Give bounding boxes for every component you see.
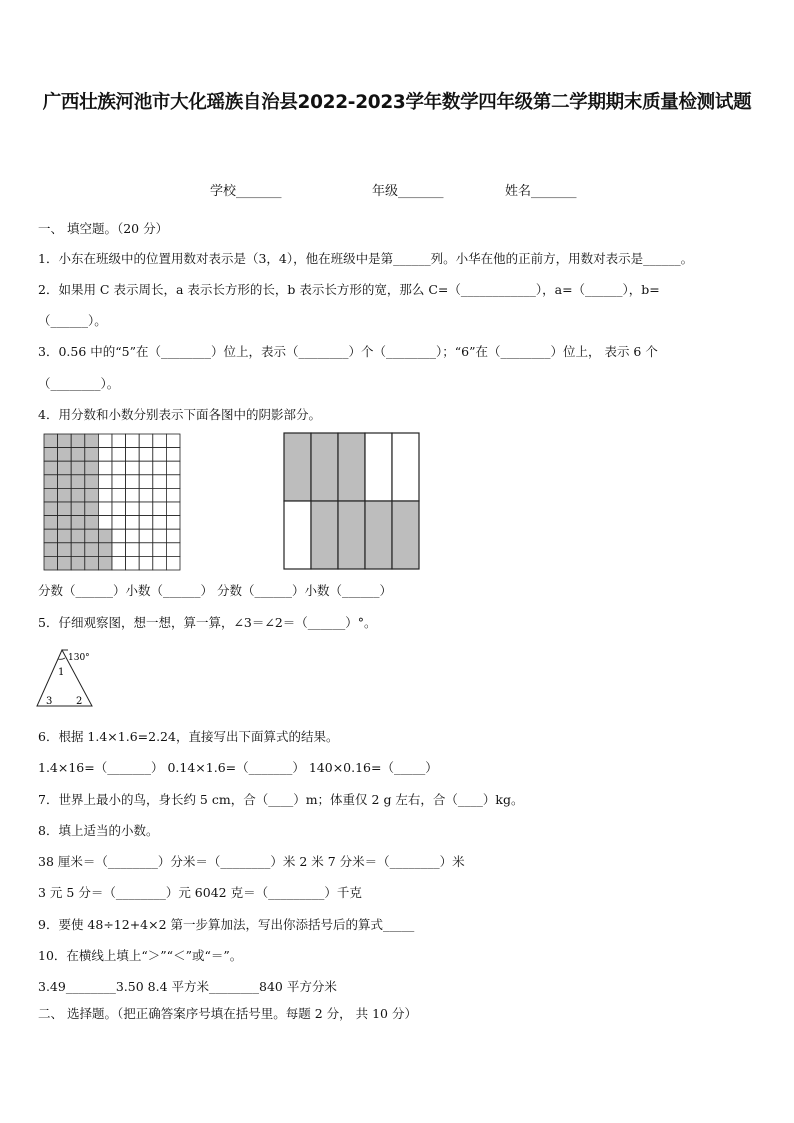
grid-cell xyxy=(44,488,58,502)
grid-cell xyxy=(112,448,126,462)
bar-cell xyxy=(311,433,338,501)
grid-cell xyxy=(153,516,167,530)
grid-cell xyxy=(58,461,72,475)
grid-cell xyxy=(112,475,126,489)
grid-cell xyxy=(44,502,58,516)
grid-cell xyxy=(126,529,140,543)
section-2-heading: 二、 选择题。（把正确答案序号填在括号里。每题 2 分， 共 10 分） xyxy=(38,1006,417,1021)
grid-cell xyxy=(126,488,140,502)
grid-cell xyxy=(166,448,180,462)
grid-cell xyxy=(112,434,126,448)
grid-cell xyxy=(112,556,126,570)
bar-cell xyxy=(365,501,392,569)
bar-cell xyxy=(338,433,365,501)
grid-cell xyxy=(153,529,167,543)
grid-cell xyxy=(166,434,180,448)
grid-cell xyxy=(126,502,140,516)
grid-cell xyxy=(98,556,112,570)
question-9: 9．要使 48÷12+4×2 第一步算加法，写出你添括号后的算式_____ xyxy=(38,917,415,932)
question-2: 2．如果用 C 表示周长，a 表示长方形的长，b 表示长方形的宽，那么 C=（____________），a=（______），b= xyxy=(38,282,660,297)
grid-cell xyxy=(58,448,72,462)
grid-cell xyxy=(112,461,126,475)
grid-cell xyxy=(98,475,112,489)
grid-cell xyxy=(98,516,112,530)
grid-cell xyxy=(58,529,72,543)
question-8-row-2: 3 元 5 分＝（________）元 6042 克＝（_________）千克 xyxy=(38,885,362,900)
grid-cell xyxy=(85,434,99,448)
question-3-cont: （________）。 xyxy=(38,376,120,391)
grid-cell xyxy=(98,529,112,543)
grid-cell xyxy=(153,448,167,462)
question-5: 5．仔细观察图，想一想，算一算，∠3＝∠2＝（______）°。 xyxy=(38,615,377,630)
bar-cell xyxy=(365,433,392,501)
question-7: 7．世界上最小的鸟，身长约 5 cm，合（____）m；体重仅 2 g 左右，合（____）kg。 xyxy=(38,792,524,807)
grid-cell xyxy=(139,556,153,570)
question-6-items: 1.4×16=（_______） 0.14×1.6=（_______） 140×0.16=（_____） xyxy=(38,760,438,775)
page-title: 广西壮族河池市大化瑶族自治县2022-2023学年数学四年级第二学期期末质量检测试题 xyxy=(42,92,752,113)
grid-cell xyxy=(85,529,99,543)
grid-cell xyxy=(139,543,153,557)
bar-grid-figure xyxy=(283,432,423,572)
question-1: 1．小东在班级中的位置用数对表示是（3，4），他在班级中是第______列。小华在他的正前方，用数对表示是______。 xyxy=(38,251,694,266)
bar-cell xyxy=(338,501,365,569)
grid-cell xyxy=(71,529,85,543)
grid-cell xyxy=(126,434,140,448)
question-10-items: 3.49________3.50 8.4 平方米________840 平方分米 xyxy=(38,979,337,994)
grid-cell xyxy=(166,461,180,475)
bar-cell xyxy=(284,433,311,501)
grid-cell xyxy=(71,516,85,530)
grid-cell xyxy=(126,475,140,489)
grid-cell xyxy=(98,461,112,475)
angle-2-label: 2 xyxy=(76,696,83,707)
name-field: 姓名_______ xyxy=(505,184,577,199)
grid-cell xyxy=(85,543,99,557)
grid-cell xyxy=(44,434,58,448)
grid-cell xyxy=(126,448,140,462)
grid-cell xyxy=(44,475,58,489)
grid-cell xyxy=(139,448,153,462)
grid-cell xyxy=(139,461,153,475)
grid-cell xyxy=(98,502,112,516)
grid-cell xyxy=(153,543,167,557)
grid-cell xyxy=(153,488,167,502)
grid-cell xyxy=(139,475,153,489)
grid-cell xyxy=(166,488,180,502)
grid-cell xyxy=(44,543,58,557)
section-1-heading: 一、 填空题。（20 分） xyxy=(38,221,169,236)
bar-cell xyxy=(284,501,311,569)
bar-cell xyxy=(311,501,338,569)
grid-cell xyxy=(112,502,126,516)
grid-cell xyxy=(58,556,72,570)
grid-cell xyxy=(44,516,58,530)
grid-cell xyxy=(139,529,153,543)
grid-cell xyxy=(85,475,99,489)
grid-cell xyxy=(112,516,126,530)
grid-cell xyxy=(58,434,72,448)
grid-cell xyxy=(153,502,167,516)
question-8: 8．填上适当的小数。 xyxy=(38,823,159,838)
grid-cell xyxy=(166,502,180,516)
grid-cell xyxy=(166,529,180,543)
grid-cell xyxy=(153,434,167,448)
grid-cell xyxy=(85,516,99,530)
question-4-answers: 分数（______）小数（______） 分数（______）小数（______） xyxy=(38,583,392,598)
grid-cell xyxy=(126,556,140,570)
grid-cell xyxy=(112,543,126,557)
grid-cell xyxy=(71,448,85,462)
bar-cell xyxy=(392,433,419,501)
angle-3-label: 3 xyxy=(46,696,53,707)
grid-cell xyxy=(44,529,58,543)
question-10: 10．在横线上填上“＞”“＜”或“＝”。 xyxy=(38,948,243,963)
grid-cell xyxy=(98,434,112,448)
grid-cell xyxy=(58,502,72,516)
grid-cell xyxy=(139,488,153,502)
grid-cell xyxy=(71,475,85,489)
grid-cell xyxy=(166,543,180,557)
question-4: 4．用分数和小数分别表示下面各图中的阴影部分。 xyxy=(38,407,321,422)
grade-field: 年级_______ xyxy=(372,184,444,199)
grid-cell xyxy=(112,488,126,502)
grid-cell xyxy=(44,556,58,570)
grid-cell xyxy=(98,488,112,502)
grid-cell xyxy=(85,488,99,502)
grid-cell xyxy=(44,448,58,462)
grid-cell xyxy=(71,488,85,502)
grid-cell xyxy=(71,434,85,448)
grid-cell xyxy=(98,448,112,462)
grid-cell xyxy=(112,529,126,543)
grid-cell xyxy=(139,516,153,530)
grid-cell xyxy=(126,543,140,557)
grid-cell xyxy=(71,543,85,557)
grid-cell xyxy=(85,448,99,462)
grid-cell xyxy=(153,461,167,475)
grid-cell xyxy=(58,543,72,557)
grid-cell xyxy=(166,556,180,570)
triangle-figure xyxy=(34,648,100,710)
angle-1-label: 1 xyxy=(58,667,65,678)
angle-130-label: 130° xyxy=(68,653,90,663)
bar-cell xyxy=(392,501,419,569)
hundred-grid-figure xyxy=(42,432,182,572)
grid-cell xyxy=(98,543,112,557)
grid-cell xyxy=(153,475,167,489)
grid-cell xyxy=(153,556,167,570)
question-3: 3．0.56 中的“5”在（________）位上，表示（________）个（________）；“6”在（________）位上， 表示 6 个 xyxy=(38,344,658,359)
question-8-row-1: 38 厘米＝（________）分米＝（________）米 2 米 7 分米＝（________）米 xyxy=(38,854,465,869)
grid-cell xyxy=(58,516,72,530)
grid-cell xyxy=(85,502,99,516)
grid-cell xyxy=(71,556,85,570)
grid-cell xyxy=(58,488,72,502)
grid-cell xyxy=(126,461,140,475)
grid-cell xyxy=(85,556,99,570)
grid-cell xyxy=(58,475,72,489)
grid-cell xyxy=(71,502,85,516)
school-field: 学校_______ xyxy=(210,184,282,199)
question-6: 6．根据 1.4×1.6=2.24，直接写出下面算式的结果。 xyxy=(38,729,339,744)
grid-cell xyxy=(166,516,180,530)
question-2-cont: （______）。 xyxy=(38,313,107,328)
grid-cell xyxy=(166,475,180,489)
grid-cell xyxy=(139,434,153,448)
grid-cell xyxy=(71,461,85,475)
grid-cell xyxy=(139,502,153,516)
grid-cell xyxy=(126,516,140,530)
grid-cell xyxy=(85,461,99,475)
grid-cell xyxy=(44,461,58,475)
